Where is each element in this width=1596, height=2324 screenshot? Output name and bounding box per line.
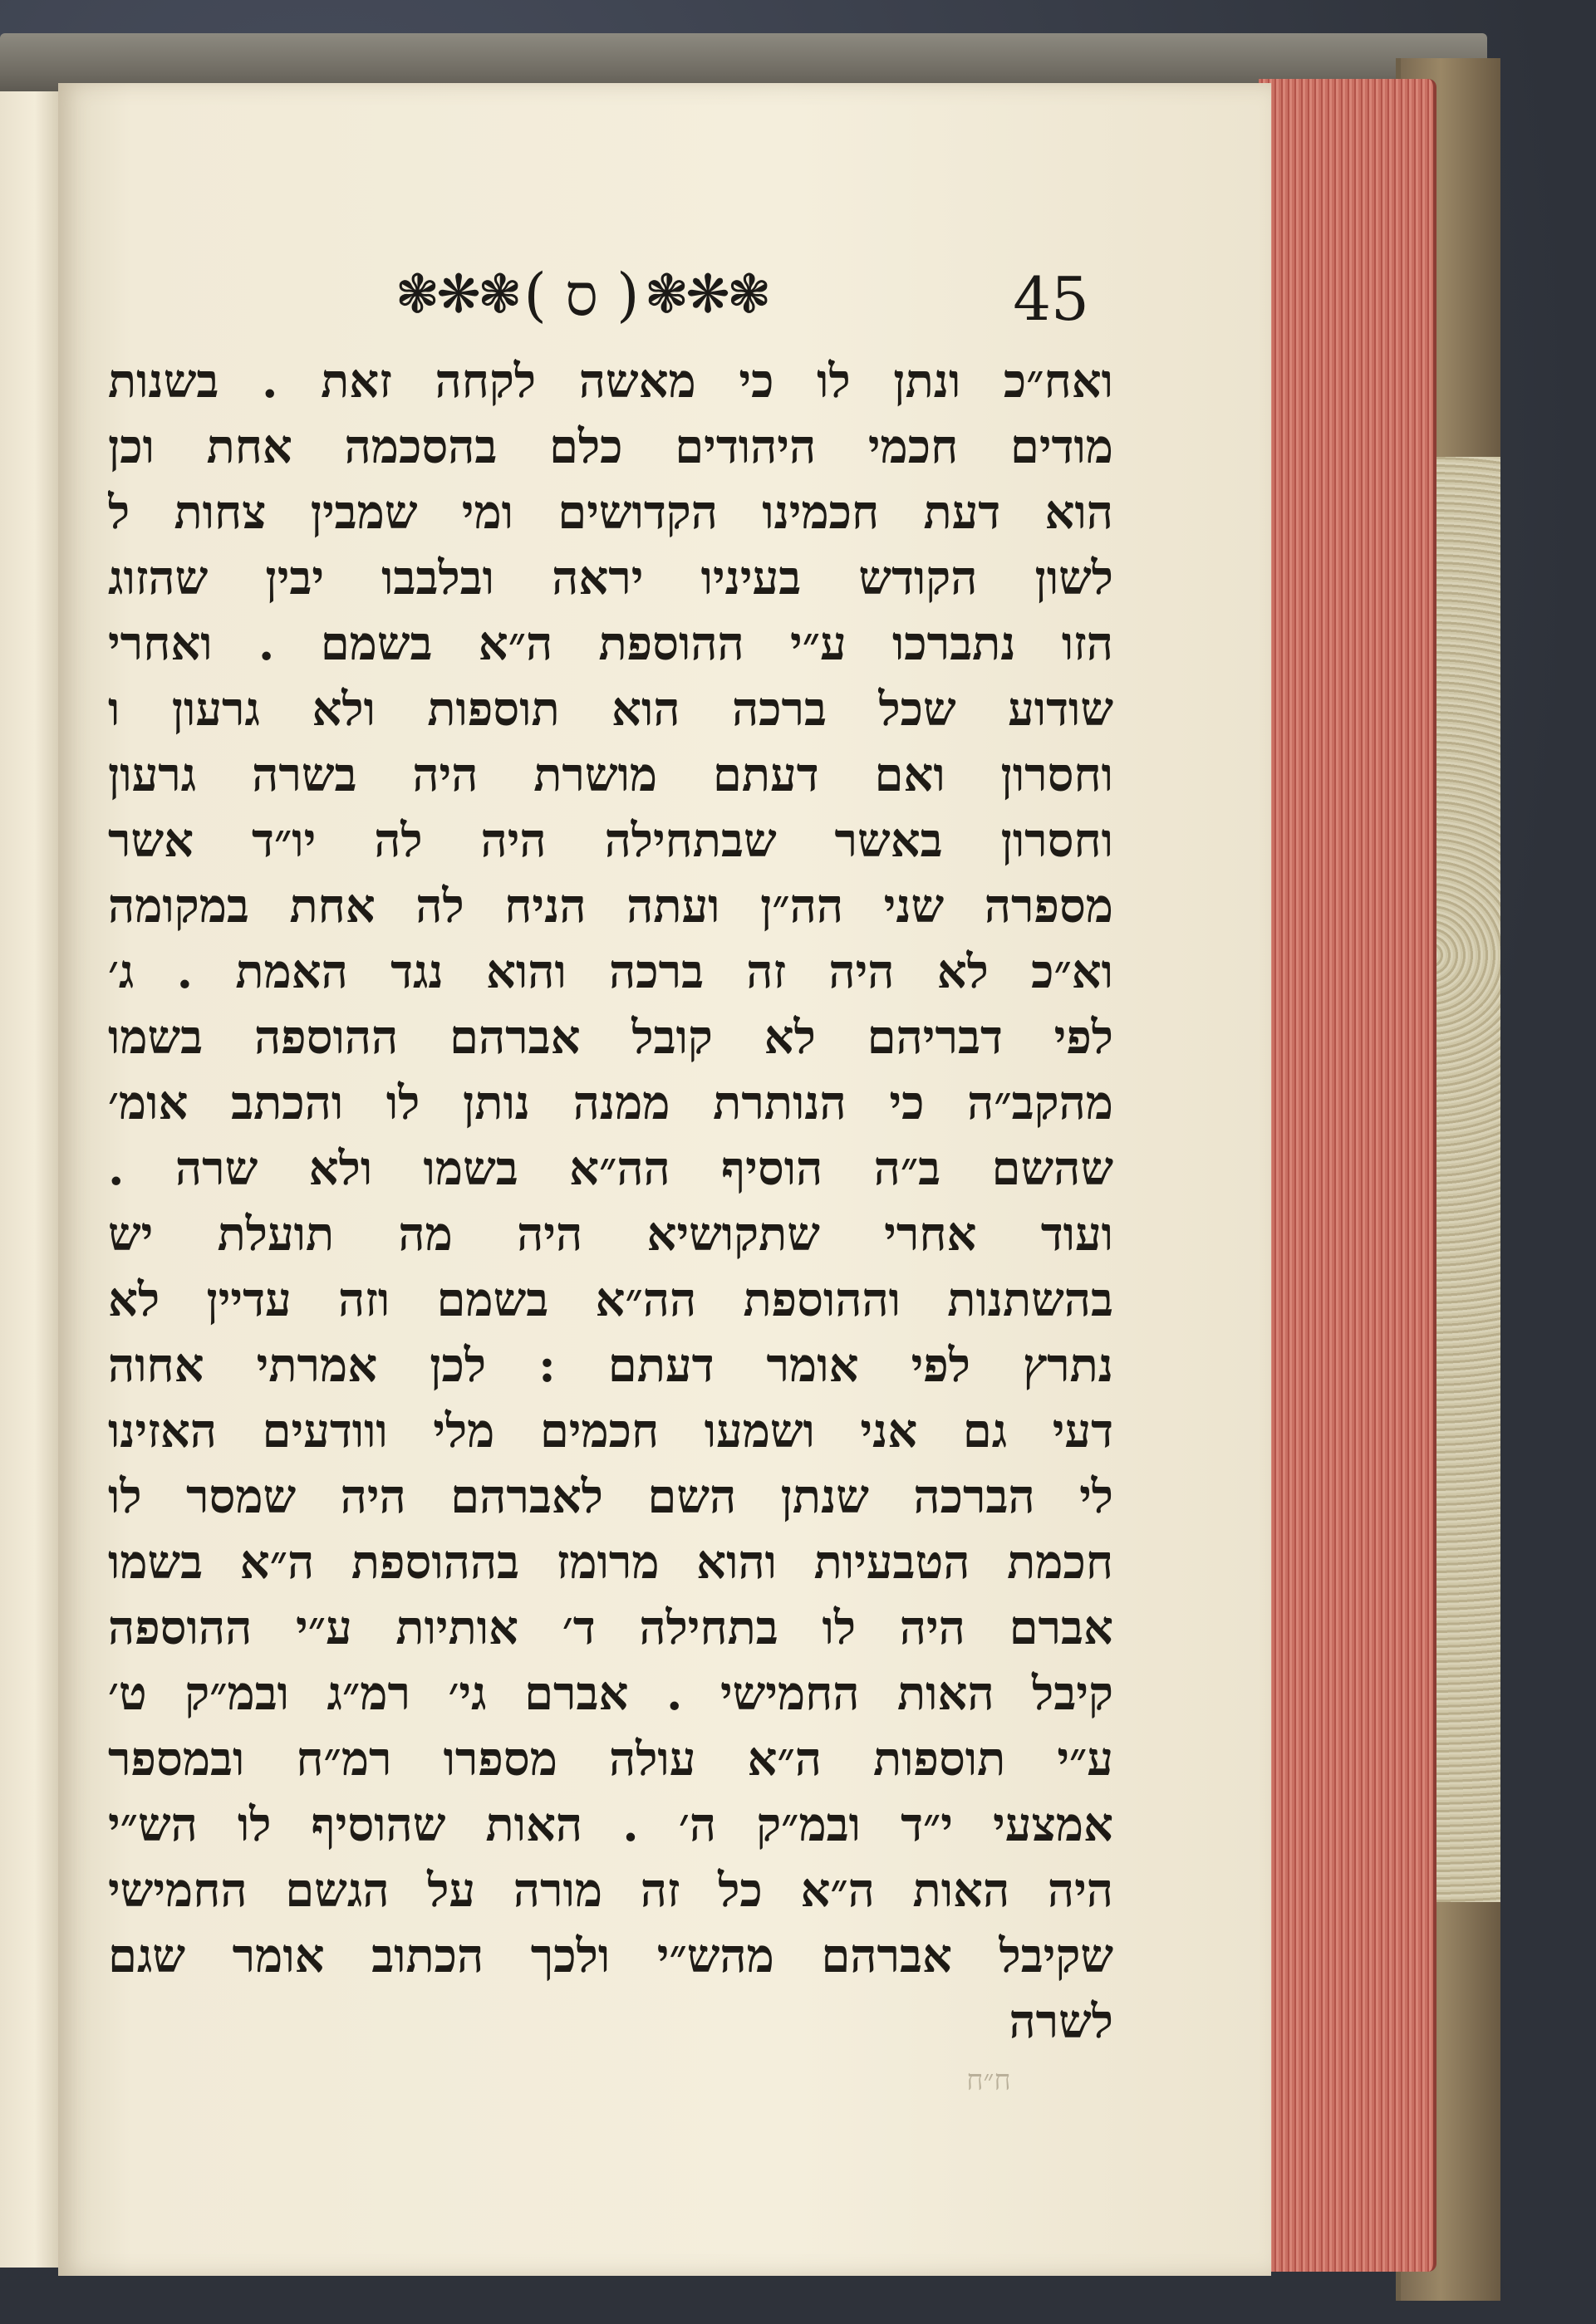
text-line-last: לשרה <box>1009 1994 1113 2049</box>
text-line: דעי גם אני ושמעו חכמים מלי ווודעים האזינו <box>108 1404 1113 1459</box>
running-header <box>58 233 1271 349</box>
text-line: וחסרון באשר שבתחילה היה לה יו״ד אשר <box>108 813 1113 868</box>
text-line: שודוע שכל ברכה הוא תוספות ולא גרעון ו <box>108 682 1113 737</box>
text-line: אמצעי י״ד ובמ״ק ה׳ . האות שהוסיף לו הש״י <box>108 1797 1113 1852</box>
facing-page <box>0 91 61 2268</box>
text-line: שקיבל אברהם מהש״י ולכך הכתוב אומר שגם <box>108 1929 1113 1983</box>
text-line: בהשתנות וההוספת הה״א בשמם וזה עדיין לא <box>108 1272 1113 1327</box>
text-line: לפי דבריהם לא קובל אברהם ההוספה בשמו <box>108 1010 1113 1065</box>
text-line: היה האות ה״א כל זה מורה על הגשם החמישי <box>108 1863 1113 1918</box>
text-line: מודים חכמי היהודים כלם בהסכמה אחת וכן <box>108 419 1113 474</box>
text-line: חכמת הטבעיות והוא מרומז בההוספת ה״א בשמו <box>108 1535 1113 1590</box>
text-line: ועוד אחרי שתקושיא היה מה תועלת יש <box>108 1207 1113 1262</box>
text-line: לי הברכה שנתן השם לאברהם היה שמסר לו <box>108 1469 1113 1524</box>
text-line: הזו נתברכו ע״י ההוספת ה״א בשמם . ואחרי <box>108 616 1113 671</box>
ornament-left-icon: ❃❋❃ <box>395 264 519 326</box>
text-block <box>108 349 1113 2055</box>
book-page <box>58 83 1271 2276</box>
text-line: לשון הקודש בעיניו יראה ובלבבו יבין שהזוג <box>108 551 1113 606</box>
text-line: וא״כ לא היה זה ברכה והוא נגד האמת . ג׳ <box>108 944 1113 999</box>
text-line: מספרה שני הה״ן ועתה הניח לה אחת במקומה <box>108 879 1113 934</box>
catchword: ח״ח <box>966 2064 1011 2097</box>
text-line: ואח״כ ונתן לו כי מאשה לקחה זאת . בשנות <box>108 354 1113 409</box>
page-edges <box>1259 79 1436 2272</box>
ornament-right-icon: ❃❋❃ <box>644 264 769 326</box>
text-line: נתרץ לפי אומר דעתם : לכן אמרתי אחוה <box>108 1338 1113 1393</box>
text-line: וחסרון ואם דעתם מושרת היה בשרה גרעון <box>108 748 1113 802</box>
text-line: אברם היה לו בתחילה ד׳ אותיות ע״י ההוספה <box>108 1601 1113 1655</box>
page-number: 45 <box>1013 264 1089 334</box>
text-line: מהקב״ה כי הנותרת ממנה נותן לו והכתב אומ׳ <box>108 1076 1113 1130</box>
text-line: ע״י תוספות ה״א עולה מספרו רמ״ח ובמספר <box>108 1732 1113 1787</box>
text-line: קיבל האות החמישי . אברם גי׳ רמ״ג ובמ״ק ט׳ <box>108 1666 1113 1721</box>
folio-mark: ( ס ) <box>523 261 640 329</box>
text-line: שהשם ב״ה הוסיף הה״א בשמו ולא שרה . <box>108 1141 1113 1196</box>
text-line: הוא דעת חכמינו הקדושים ומי שמבין צחות ל <box>108 485 1113 540</box>
